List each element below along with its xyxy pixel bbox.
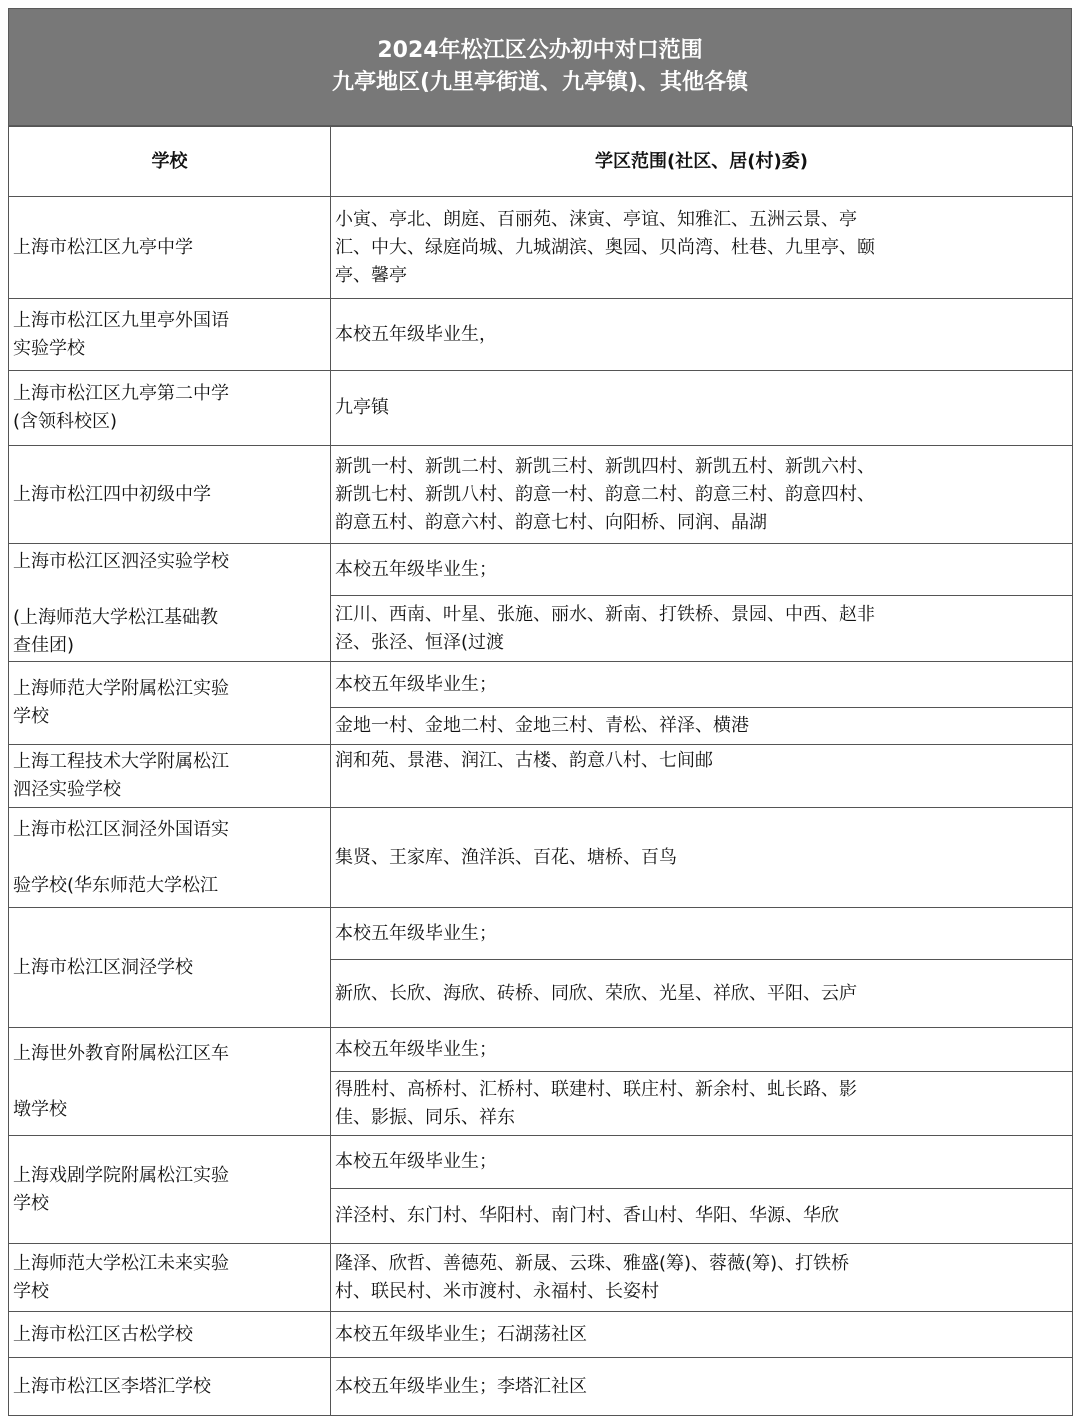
school-name	[9, 1028, 331, 1136]
district-range: 金地一村、金地二村、金地三村、青松、祥泽、横港	[331, 708, 1073, 745]
school-name-line: 上海市松江区洞泾外国语实	[13, 818, 229, 840]
district-range: 新凯一村、新凯二村、新凯三村、新凯四村、新凯五村、新凯六村、新凯七村、新凯八村、韵意一村、韵意二村、韵意三村、韵意四村、韵意五村、韵意六村、韵意七村、向阳桥、同润、晶湖	[331, 446, 1073, 544]
school-name	[9, 299, 331, 371]
district-range: 新欣、长欣、海欣、砖桥、同欣、荣欣、光星、祥欣、平阳、云庐	[331, 960, 1073, 1028]
district-range: 本校五年级毕业生；	[331, 908, 1073, 960]
table-row	[9, 1136, 1073, 1189]
school-name: 上海市松江四中初级中学	[9, 446, 331, 544]
school-name-line: 墩学校	[13, 1098, 67, 1120]
district-range: 本校五年级毕业生；	[331, 544, 1073, 596]
school-name-line: (含领科校区)	[13, 411, 118, 432]
school-name-line: 验学校(华东师范大学松江	[13, 874, 219, 896]
school-name	[9, 745, 331, 808]
title-line-2: 九亭地区(九里亭街道、九亭镇)、其他各镇	[331, 70, 749, 95]
school-name-line: 上海师范大学附属松江实验	[13, 678, 229, 699]
table-row	[9, 544, 1073, 596]
school-name-line: 学校	[13, 1280, 49, 1302]
school-name: 上海市松江区古松学校	[9, 1312, 331, 1358]
district-range: 得胜村、高桥村、汇桥村、联建村、联庄村、新余村、虬长路、影佳、影振、同乐、祥东	[331, 1072, 1073, 1136]
table-title	[8, 8, 1072, 126]
table-row	[9, 662, 1073, 708]
title-line-1: 2024年松江区公办初中对口范围	[377, 38, 703, 63]
school-name: 上海市松江区洞泾学校	[9, 908, 331, 1028]
school-name-line: 上海市松江区九亭第二中学	[13, 383, 229, 404]
table-row	[9, 908, 1073, 960]
district-range: 九亭镇	[331, 371, 1073, 446]
district-range: 本校五年级毕业生；	[331, 1028, 1073, 1072]
district-range: 本校五年级毕业生；李塔汇社区	[331, 1358, 1073, 1416]
district-range: 江川、西南、叶星、张施、丽水、新南、打铁桥、景园、中西、赵非泾、张泾、恒泽(过渡	[331, 596, 1073, 662]
school-name	[9, 371, 331, 446]
school-name	[9, 544, 331, 662]
district-range: 集贤、王家库、渔洋浜、百花、塘桥、百鸟	[331, 808, 1073, 908]
table-header-row	[9, 127, 1073, 197]
table-row	[9, 808, 1073, 908]
table-row	[9, 1312, 1073, 1358]
district-range: 小寅、亭北、朗庭、百丽苑、涞寅、亭谊、知雅汇、五洲云景、亭汇、中大、绿庭尚城、九城湖滨、奥园、贝尚湾、杜巷、九里亭、颐亭、馨亭	[331, 197, 1073, 299]
table-row	[9, 1244, 1073, 1312]
school-name-line: 上海世外教育附属松江区车	[13, 1042, 229, 1064]
table-row	[9, 1358, 1073, 1416]
table-row	[9, 745, 1073, 808]
school-district-table	[8, 126, 1073, 1416]
header-range: 学区范围(社区、居(村)委)	[331, 127, 1073, 197]
table-row	[9, 299, 1073, 371]
school-name-line: 学校	[13, 1192, 49, 1214]
table-row	[9, 197, 1073, 299]
table-row	[9, 371, 1073, 446]
school-name-line: 泗泾实验学校	[13, 779, 121, 800]
table-row	[9, 1028, 1073, 1072]
school-name	[9, 1136, 331, 1244]
table-row	[9, 446, 1073, 544]
document-page	[8, 8, 1072, 1414]
school-name-line: 查佳团)	[13, 635, 75, 656]
school-name	[9, 808, 331, 908]
header-school: 学校	[9, 127, 331, 197]
district-range: 洋泾村、东门村、华阳村、南门村、香山村、华阳、华源、华欣	[331, 1189, 1073, 1244]
school-name: 上海市松江区李塔汇学校	[9, 1358, 331, 1416]
school-name-line: (上海师范大学松江基础教	[13, 607, 219, 628]
school-name	[9, 1244, 331, 1312]
school-name: 上海市松江区九亭中学	[9, 197, 331, 299]
district-range: 本校五年级毕业生；	[331, 1136, 1073, 1189]
school-name-line: 实验学校	[13, 337, 85, 359]
school-name-line: 上海市松江区泗泾实验学校	[13, 551, 229, 572]
district-range: 本校五年级毕业生；	[331, 662, 1073, 708]
school-name-line: 学校	[13, 706, 49, 727]
district-range: 润和苑、景港、润江、古楼、韵意八村、七间邮	[331, 745, 1073, 808]
school-name	[9, 662, 331, 745]
school-name-line: 上海师范大学松江未来实验	[13, 1252, 229, 1274]
school-name-line: 上海工程技术大学附属松江	[13, 751, 229, 772]
school-name-line: 上海市松江区九里亭外国语	[13, 309, 229, 331]
district-range: 本校五年级毕业生；石湖荡社区	[331, 1312, 1073, 1358]
school-name-line: 上海戏剧学院附属松江实验	[13, 1164, 229, 1186]
district-range: 隆泽、欣哲、善德苑、新晟、云珠、雅盛(筹)、蓉薇(筹)、打铁桥村、联民村、米市渡村、永福村、长姿村	[331, 1244, 1073, 1312]
district-range: 本校五年级毕业生，	[331, 299, 1073, 371]
